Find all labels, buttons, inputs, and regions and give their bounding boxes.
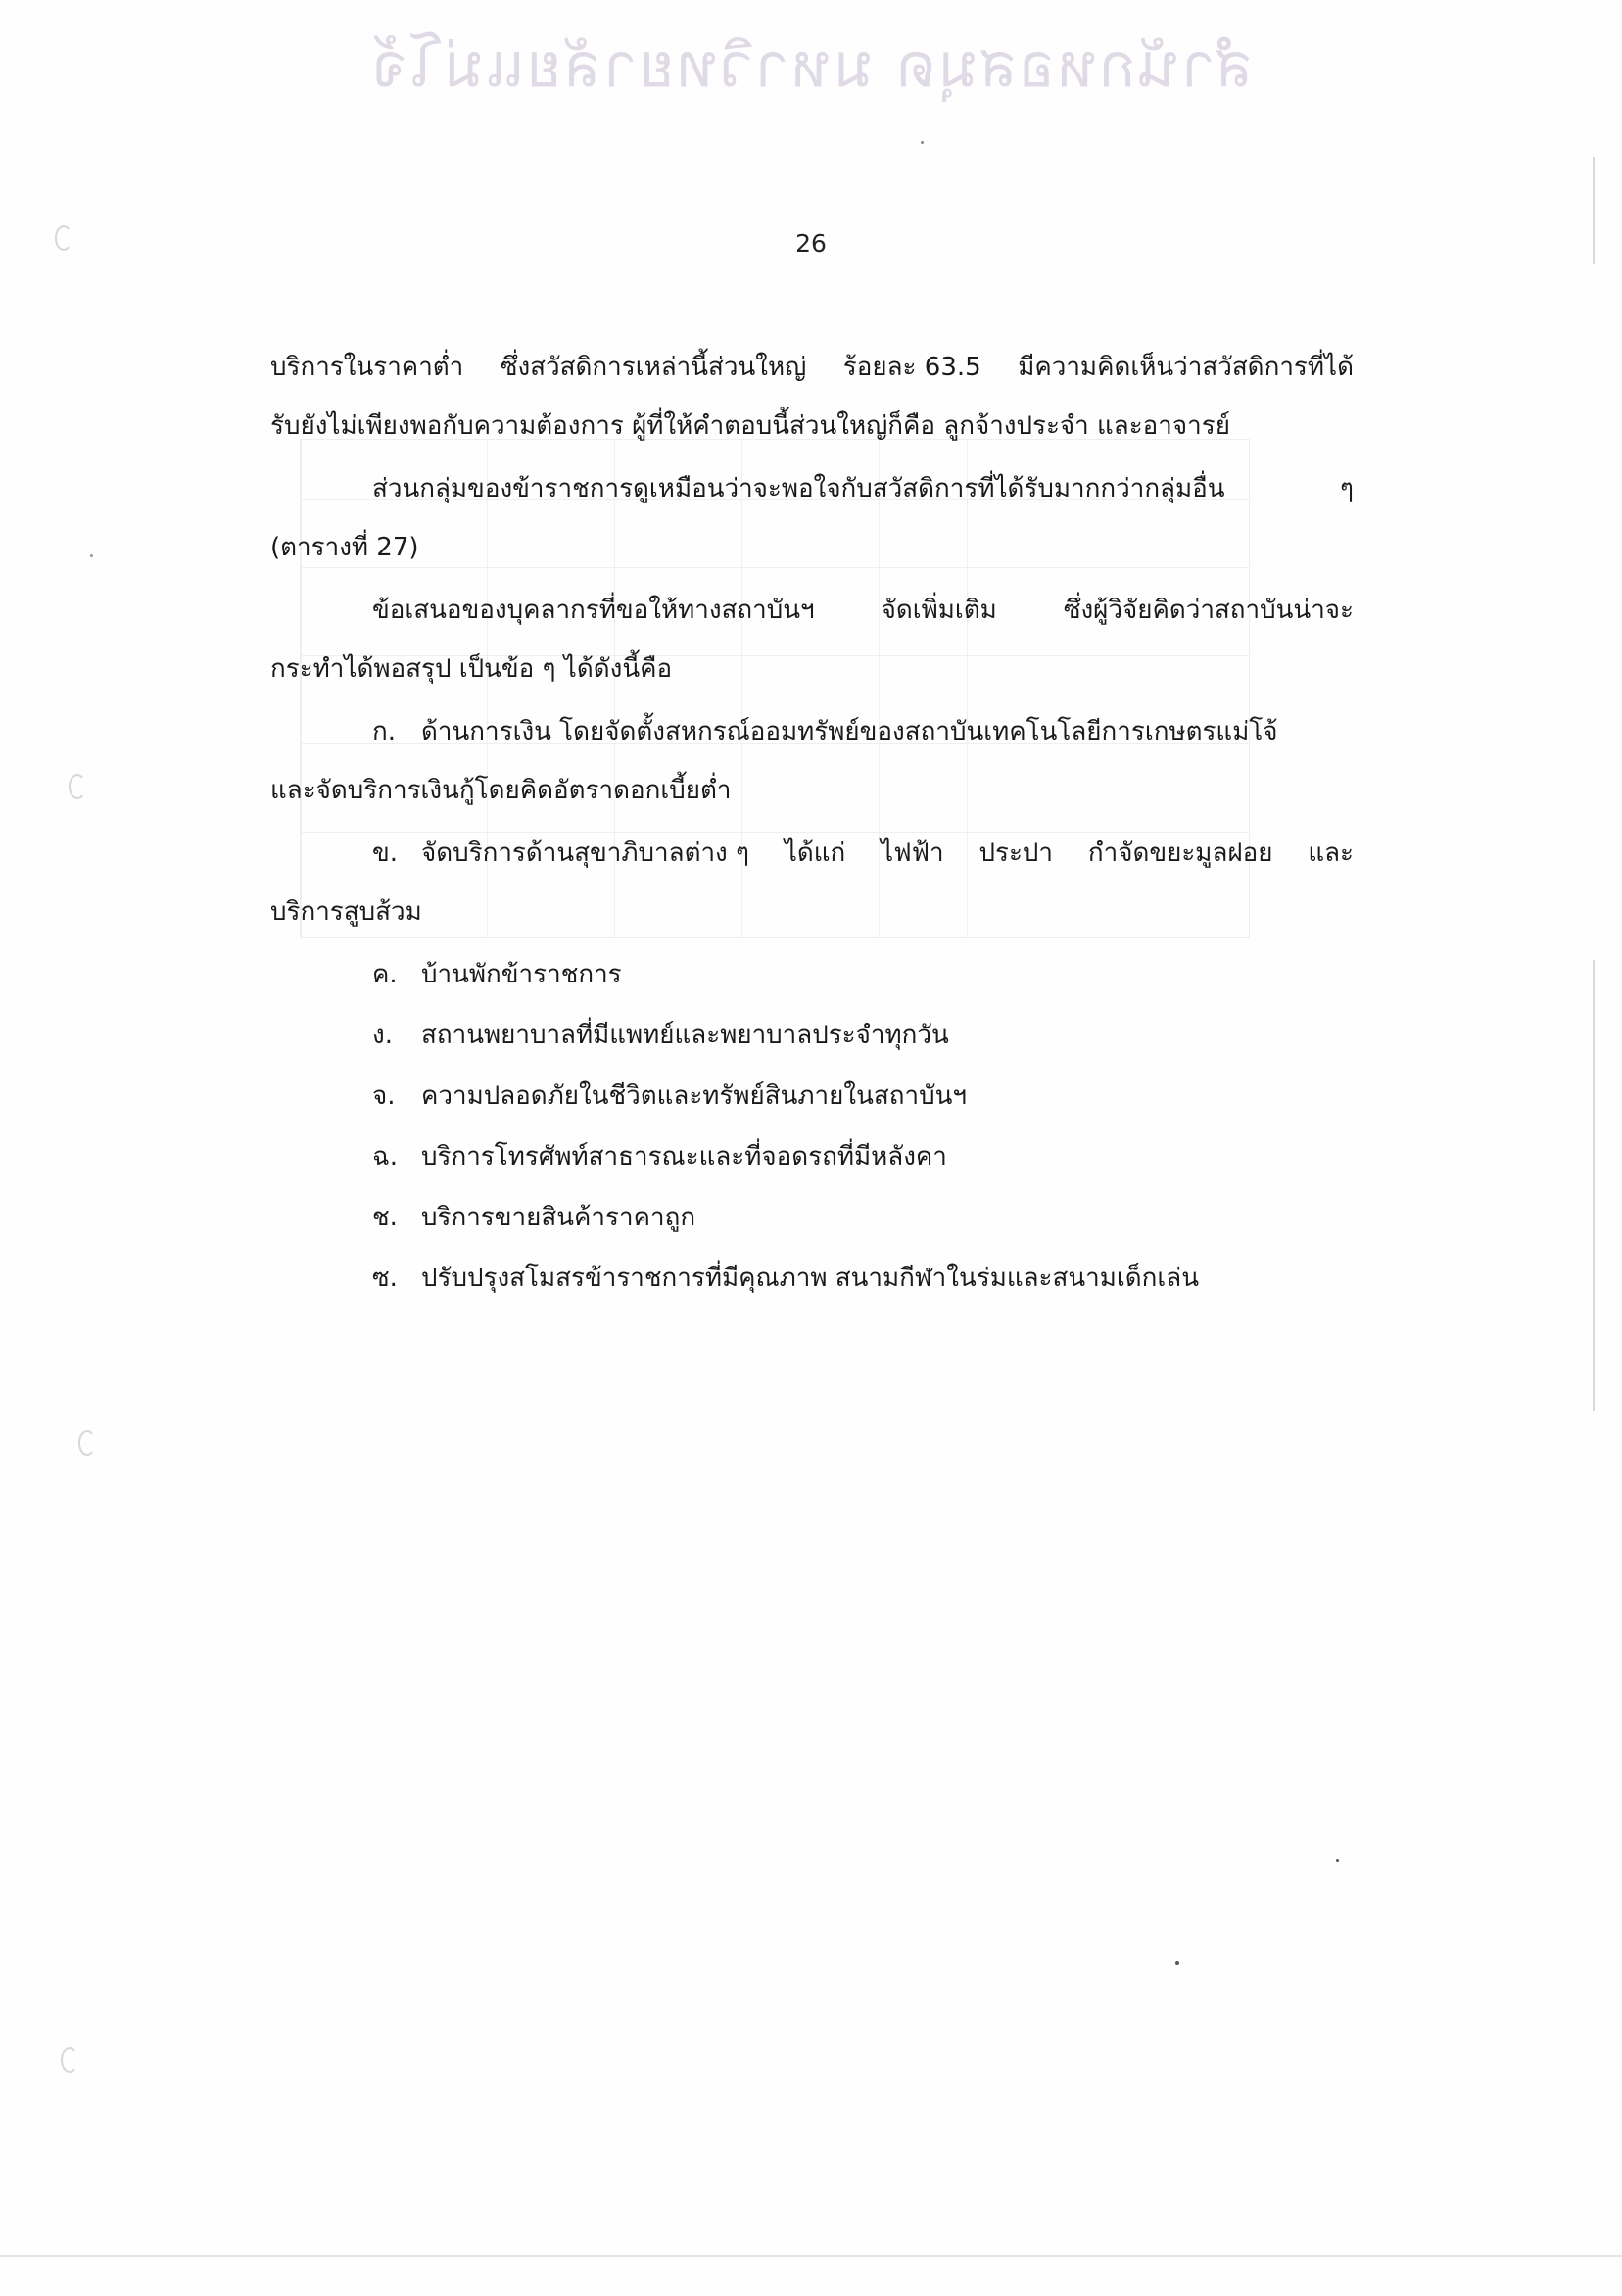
header-bleed-through: สำนักหอสมุด มหาวิทยาลัยแม่โจ้ (369, 29, 1253, 101)
text-span: ร้อยละ 63.5 (842, 353, 981, 382)
paragraph-3-line-2: กระทำได้พอสรุป เป็นข้อ ๆ ได้ดังนี้คือ (270, 654, 673, 684)
list-item-text: ด้านการเงิน โดยจัดตั้งสหกรณ์ออมทรัพย์ของสถาบันเทคโนโลยีการเกษตรแม่โจ้ (421, 717, 1278, 746)
list-item-marker: ฉ. (372, 1142, 398, 1172)
list-item-marker: ง. (372, 1021, 393, 1050)
text-span: มีความคิดเห็นว่าสวัสดิการที่ได้ (1018, 353, 1354, 382)
text-span: จัดบริการด้านสุขาภิบาลต่าง ๆ (421, 838, 749, 868)
paragraph-2-line-1 (372, 468, 1354, 508)
scan-bottom-line (0, 2255, 1622, 2257)
text-span: บริการในราคาต่ำ (270, 353, 464, 382)
text-span: ส่วนกลุ่มของข้าราชการดูเหมือนว่าจะพอใจกับสวัสดิการที่ได้รับมากกว่ากลุ่มอื่น (372, 474, 1225, 503)
list-item-continuation: และจัดบริการเงินกู้โดยคิดอัตราดอกเบี้ยต่ำ (270, 776, 732, 805)
text-span: ซึ่งผู้วิจัยคิดว่าสถาบันน่าจะ (1063, 596, 1354, 625)
list-item-marker: จ. (372, 1081, 396, 1111)
scan-speck (1336, 1859, 1339, 1862)
list-item-text: ปรับปรุงสโมสรข้าราชการที่มีคุณภาพ สนามกีฬาในร่มและสนามเด็กเล่น (421, 1264, 1199, 1293)
punch-hole-mark (78, 1430, 96, 1456)
paragraph-2-line-2: (ตารางที่ 27) (270, 533, 419, 562)
paragraph-1-line-1 (270, 347, 1354, 387)
scan-speck (1175, 1961, 1179, 1965)
text-span: จัดเพิ่มเติม (881, 596, 997, 625)
list-item-continuation: บริการสูบส้วม (270, 897, 422, 927)
scan-edge-line (1593, 960, 1595, 1411)
list-item-text: สถานพยาบาลที่มีแพทย์และพยาบาลประจำทุกวัน (421, 1021, 949, 1050)
text-span: ๆ (1340, 474, 1354, 503)
list-item-marker: ค. (372, 960, 398, 989)
text-span: ได้แก่ (784, 838, 846, 868)
list-item-text (421, 833, 1354, 873)
text-span: ไฟฟ้า (881, 838, 944, 868)
list-item-text: บริการโทรศัพท์สาธารณะและที่จอดรถที่มีหลังคา (421, 1142, 947, 1172)
text-span: กำจัดขยะมูลฝอย (1087, 838, 1273, 868)
punch-hole-mark (61, 2047, 78, 2073)
list-item-marker: ช. (372, 1203, 398, 1232)
punch-hole-mark (69, 774, 86, 799)
paragraph-3-line-1 (372, 590, 1354, 630)
scan-speck (90, 554, 93, 557)
list-item-marker: ซ. (372, 1264, 398, 1293)
text-span: ประปา (978, 838, 1054, 868)
list-item-text: บ้านพักข้าราชการ (421, 960, 622, 989)
list-item-text: ความปลอดภัยในชีวิตและทรัพย์สินภายในสถาบันฯ (421, 1081, 967, 1111)
text-span: ซึ่งสวัสดิการเหล่านี้ส่วนใหญ่ (500, 353, 807, 382)
list-item-text: บริการขายสินค้าราคาถูก (421, 1203, 696, 1232)
list-item-marker: ข. (372, 838, 399, 868)
scan-speck (921, 141, 924, 144)
list-item-marker: ก. (372, 717, 397, 746)
text-span: ข้อเสนอของบุคลากรที่ขอให้ทางสถาบันฯ (372, 596, 815, 625)
page-number: 26 (795, 229, 827, 258)
paragraph-1-line-2: รับยังไม่เพียงพอกับความต้องการ ผู้ที่ให้คำตอบนี้ส่วนใหญ่ก็คือ ลูกจ้างประจำ และอาจารย์ (270, 411, 1230, 441)
text-span: และ (1308, 838, 1354, 868)
